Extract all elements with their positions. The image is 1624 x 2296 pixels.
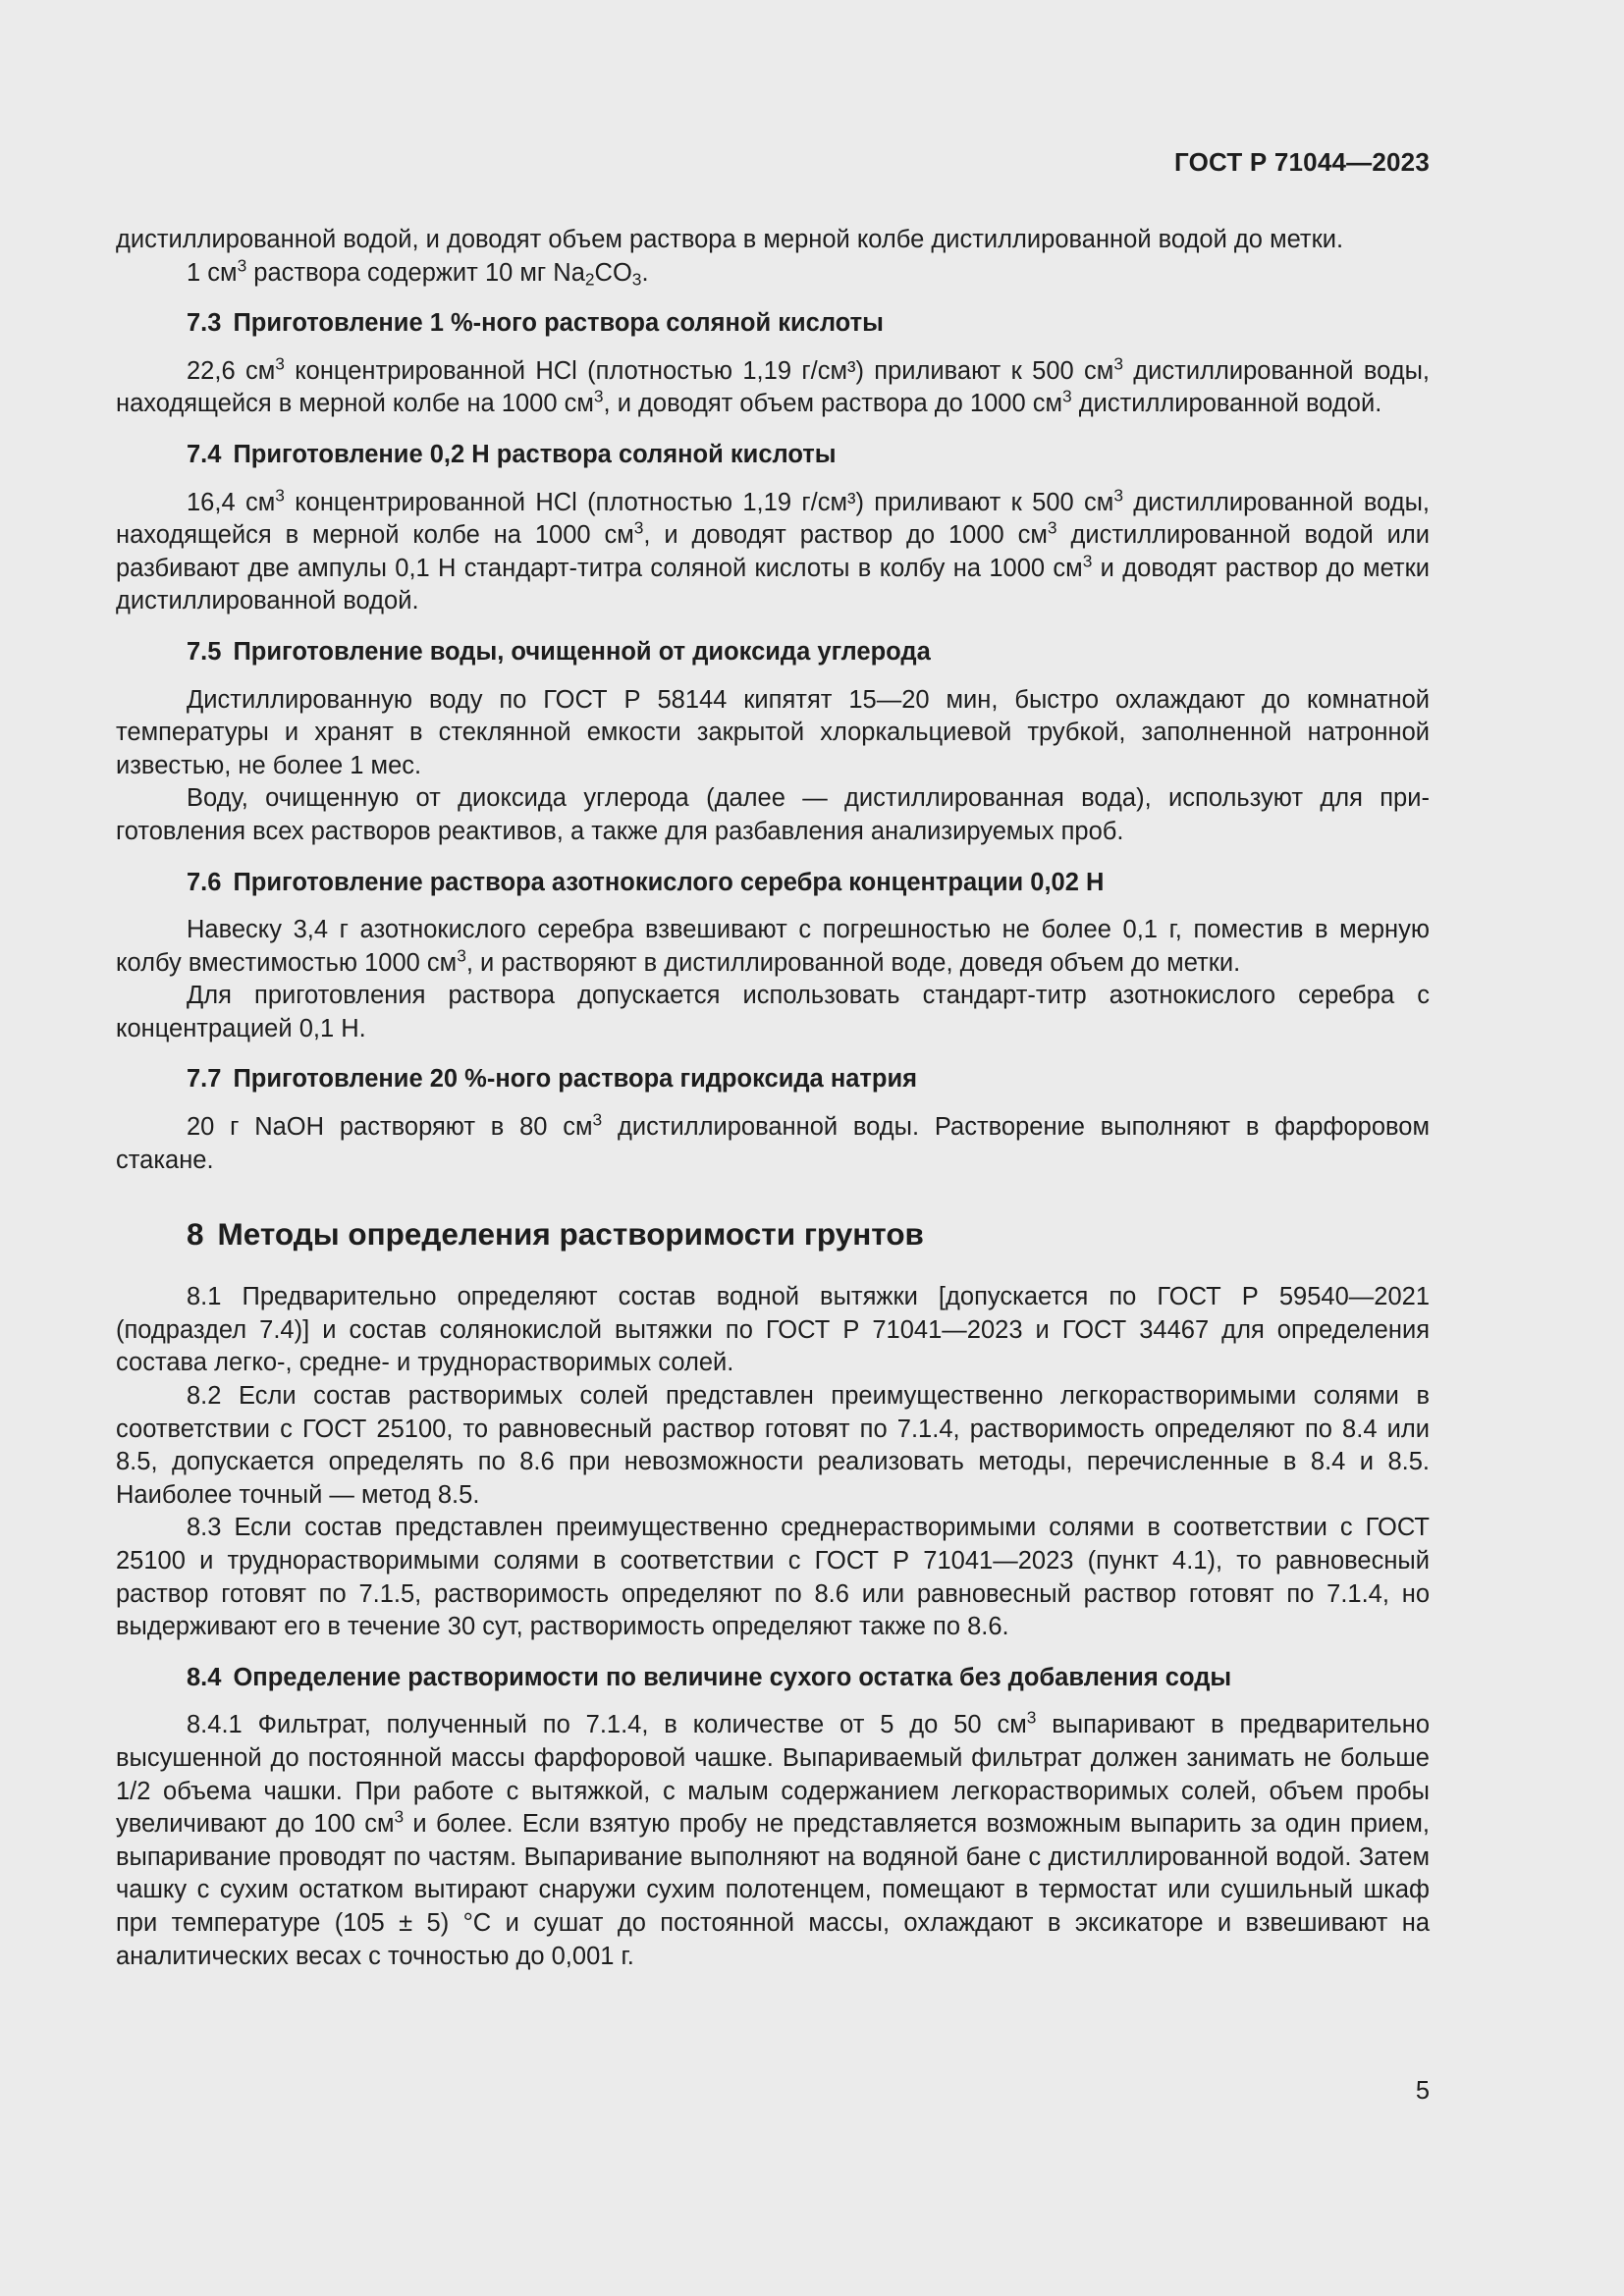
- section-heading-7-6: 7.6 Приготовление раствора азотнокислого серебра концентрации 0,02 Н: [187, 868, 1105, 896]
- paragraph-7-5-1: Дистиллированную воду по ГОСТ Р 58144 кипятят 15—20 мин, быстро охлаждают до комнатной температуры и хранят в стеклянной емкости закрытой хлоркальциевой трубкой, заполненной натронной известью, не более 1 мес.: [116, 685, 1430, 779]
- document-header: ГОСТ Р 71044—2023: [1174, 147, 1430, 177]
- paragraph-7-6-1: Навеску 3,4 г азотнокислого серебра взвешивают с погрешностью не более 0,1 г, поместив в мерную колбу вместимостью 1000 $см^3$, и растворяют в дистиллированной воде, доведя объем до метки.: [116, 916, 1430, 977]
- paragraph-7-4: 16,4 $см^3$ концентрированной HCl (плотностью 1,19 г/см³) приливают к 500 $см^3$ дистиллированной воды, находящейся в мерной колбе на 1000 $см^3$, и доводят раствор до 1000 $см^3$ дистиллированной водой или разбивают две ампулы 0,1 Н стандарт-титра соляной кислоты в колбу на 1000 $см^3$ и доводят раствор до метки дистиллированной водой.: [116, 485, 1431, 615]
- section-heading-8-4: 8.4 Определение растворимости по величине сухого остатка без добавления соды: [187, 1663, 1232, 1691]
- paragraph-7-5-2: Воду, очищенную от диоксида углерода (далее — дистиллированная вода), используют для приготовления всех растворов реактивов, а также для разбавления анализируемых проб.: [116, 784, 1430, 845]
- paragraph-7-3: 22,6 $см^3$ концентрированной HCl (плотностью 1,19 г/см³) приливают к 500 $см^3$ дистиллированной воды, находящейся в мерной колбе на 1000 $см^3$, и доводят объем раствора до 1000 $см^3$ дистиллированной водой.: [116, 353, 1430, 418]
- paragraph-8-1: 8.1 Предварительно определяют состав водной вытяжки [допускается по ГОСТ Р 59540—2021 (подраздел 7.4)] и состав солянокислой вытяжки по ГОСТ Р 71041—2023 и ГОСТ 34467 для определения состава легко-, средне- и труднорастворимых солей.: [116, 1283, 1430, 1377]
- paragraph-7-6-2: Для приготовления раствора допускается использовать стандарт-титр азотнокислого серебра с концентрацией 0,1 Н.: [116, 982, 1430, 1042]
- document-page: [116, 0, 1430, 2296]
- section-heading-8: 8 Методы определения растворимости грунтов: [187, 1216, 924, 1253]
- document-body: [116, 224, 1430, 1973]
- paragraph-8-4-1: 8.4.1 Фильтрат, полученный по 7.1.4, в количестве от 5 до 50 $см^3$ выпаривают в предварительно высушенной до постоянной массы фарфоровой чашке. Выпариваемый фильтрат должен занимать не больше 1/2 объема чашки. При работе с вытяжкой, с малым содержанием легкорастворимых солей, объем пробы увеличивают до 100 $см^3$ и более. Если взятую пробу не представляется возможным выпарить за один прием, выпаривание проводят по частям. Выпаривание выполняют на водяной бане с дистиллированной водой. Затем чашку с сухим остатком вытирают снаружи сухим полотенцем, помещают в термостат или сушильный шкаф при температуре (105 ± 5) °С и сушат до постоянной массы, охлаждают в эксикаторе и взвешивают на аналитических весах с точностью до 0,001 г.: [116, 1707, 1431, 1970]
- section-heading-7-7: 7.7 Приготовление 20 %-ного раствора гидроксида натрия: [187, 1065, 918, 1094]
- paragraph-8-2: 8.2 Если состав растворимых солей представлен преимущественно легкорастворимыми солями в соответствии с ГОСТ 25100, то равновесный раствор готовят по 7.1.4, растворимость определяют по 8.4 или 8.5, допускается определять по 8.6 при невозможности реализовать методы, перечисленные в 8.4 и 8.5. Наиболее точный — метод 8.5.: [116, 1382, 1430, 1509]
- paragraph-intro-2: 1 $см^3$ раствора содержит 10 мг $Na_2CO_3$.: [187, 255, 649, 289]
- paragraph-7-7: 20 г NaOH растворяют в 80 $см^3$ дистиллированной воды. Растворение выполняют в фарфоровом стакане.: [116, 1109, 1430, 1174]
- section-heading-7-3: 7.3 Приготовление 1 %-ного раствора соляной кислоты: [187, 309, 884, 338]
- section-heading-7-4: 7.4 Приготовление 0,2 Н раствора соляной кислоты: [187, 440, 837, 468]
- paragraph-8-3: 8.3 Если состав представлен преимущественно среднерастворимыми солями в соответствии с ГОСТ 25100 и труднорастворимыми солями в соответствии с ГОСТ Р 71041—2023 (пункт 4.1), то равновесный раствор готовят по 7.1.5, растворимость определяют по 8.6 или равновесный раствор готовят по 7.1.4, но выдерживают его в течение 30 сут, растворимость определяют также по 8.6.: [116, 1514, 1430, 1641]
- section-heading-7-5: 7.5 Приготовление воды, очищенной от диоксида углерода: [187, 637, 931, 666]
- paragraph-intro-1: дистиллированной водой, и доводят объем раствора в мерной колбе дистиллированной водой до метки.: [116, 226, 1344, 253]
- page-number: 5: [1415, 2077, 1430, 2105]
